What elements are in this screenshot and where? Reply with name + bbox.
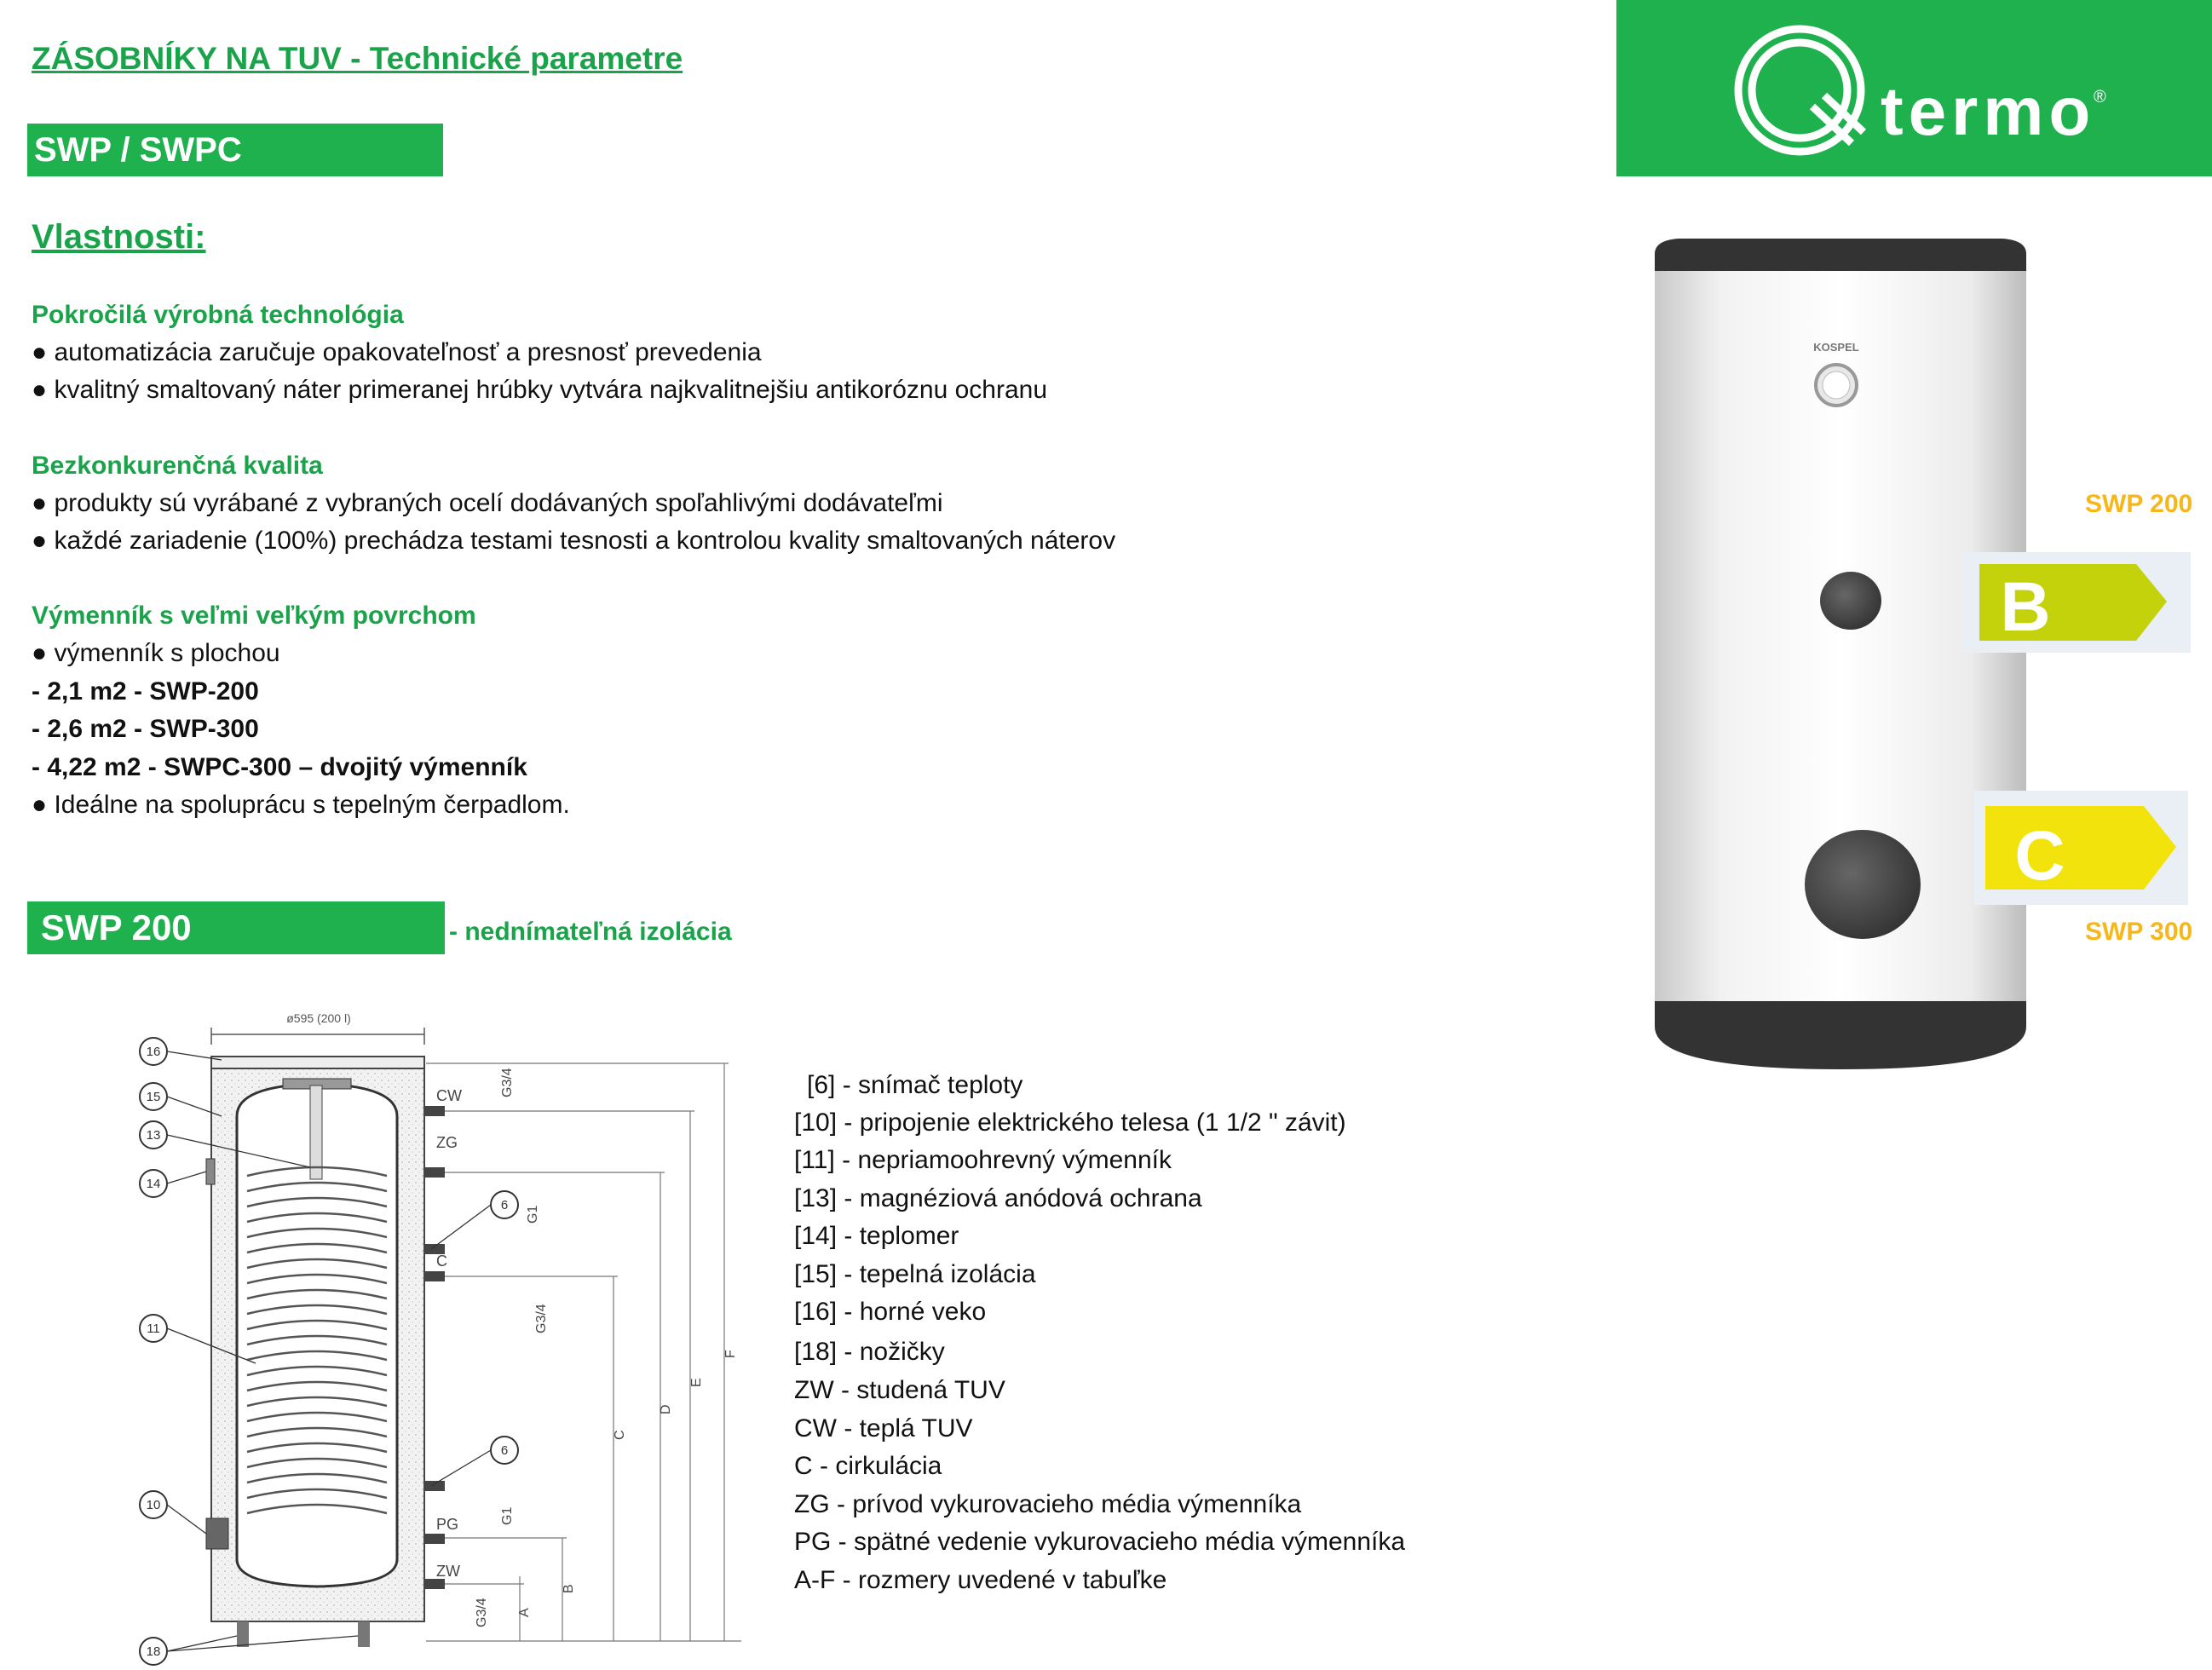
legend-item: [6] - snímač teploty [807,1071,1023,1099]
exchanger-spec: - 4,22 m2 - SWPC-300 – dvojitý výmenník [32,753,527,781]
dimension-d: D [659,1404,673,1414]
legend-item: [10] - pripojenie elektrického telesa (1 1/2 " závit) [794,1109,1346,1137]
callout-10: 10 [146,1498,161,1512]
thread-label: G1 [526,1205,540,1224]
callout-11: 11 [147,1322,160,1336]
connection-c: C [436,1252,447,1270]
section-title-technology: Pokročilá výrobná technológia [32,301,404,329]
legend-item: CW - teplá TUV [794,1414,973,1443]
swp200-label: SWP 200 [2085,490,2193,518]
technical-drawing [128,997,758,1670]
energy-class-c: C [2014,817,2065,895]
legend-item: A-F - rozmery uvedené v tabuľke [794,1566,1167,1594]
logo-text: termo [1881,73,2096,149]
feature-line: ● Ideálne na spoluprácu s tepelným čerpadlom. [32,791,570,819]
legend-item: [16] - horné veko [794,1298,987,1326]
legend-item: [11] - nepriamoohrevný výmenník [794,1146,1172,1174]
qtermo-logo [1616,0,2212,176]
legend-item: [14] - teplomer [794,1222,959,1250]
dimension-a: A [517,1608,532,1617]
feature-line: ● kvalitný smaltovaný náter primeranej hrúbky vytvára najkvalitnejšiu antikoróznu ochranu [32,376,1048,404]
dimension-c: C [613,1430,627,1440]
exchanger-spec: - 2,6 m2 - SWP-300 [32,715,259,743]
connection-zw: ZW [436,1563,460,1580]
thread-label: G3/4 [475,1598,489,1627]
feature-line: ● produkty sú vyrábané z vybraných ocelí dodávaných spoľahlivými dodávateľmi [32,489,943,517]
callout-15: 15 [146,1090,161,1104]
legend-item: [15] - tepelná izolácia [794,1260,1036,1288]
callout-13: 13 [146,1128,161,1143]
dimension-e: E [689,1378,704,1387]
legend-item: [18] - nožičky [794,1338,945,1366]
thread-label: G1 [500,1506,515,1525]
thread-label: G3/4 [534,1304,549,1333]
feature-line: ● automatizácia zaručuje opakovateľnosť a presnosť prevedenia [32,338,762,366]
legend-item: [13] - magnéziová anódová ochrana [794,1184,1202,1212]
connection-cw: CW [436,1087,462,1104]
swp200-header: SWP 200 [27,901,445,954]
section-title-exchanger: Výmenník s veľmi veľkým povrchom [32,602,476,630]
legend-item: ZW - studená TUV [794,1376,1005,1404]
legend-item: PG - spätné vedenie vykurovacieho média výmenníka [794,1528,1406,1556]
dimension-f: F [723,1350,738,1358]
q-logo-icon [1616,0,2212,176]
product-brand: KOSPEL [1813,341,1859,354]
callout-6: 6 [500,1198,509,1212]
energy-class-b: B [2000,568,2051,646]
callout-6: 6 [500,1443,509,1458]
legend-item: C - cirkulácia [794,1452,942,1480]
connection-zg: ZG [436,1134,458,1151]
callout-18: 18 [146,1644,161,1659]
swp300-label: SWP 300 [2085,918,2193,946]
diameter-label: ø595 (200 l) [286,1011,351,1025]
thread-label: G3/4 [500,1068,515,1097]
callout-14: 14 [146,1177,161,1191]
energy-class-c-badge [1973,791,2188,905]
exchanger-spec: - 2,1 m2 - SWP-200 [32,677,259,705]
legend-item: ZG - prívod vykurovacieho média výmenníka [794,1490,1302,1518]
feature-line: ● každé zariadenie (100%) prechádza testami tesnosti a kontrolou kvality smaltovaných náterov [32,527,1116,555]
callout-16: 16 [146,1045,161,1059]
section-title-quality: Bezkonkurenčná kvalita [32,452,323,480]
connection-pg: PG [436,1516,459,1533]
swp200-note: - nednímateľná izolácia [449,918,732,946]
model-header: SWP / SWPC [27,124,443,176]
energy-class-b-badge [1962,552,2191,653]
page-title: ZÁSOBNÍKY NA TUV - Technické parametre [32,41,683,76]
dimension-b: B [562,1584,576,1593]
features-heading: Vlastnosti: [32,218,206,256]
registered-mark: ® [2094,88,2106,107]
feature-line: ● výmenník s plochou [32,639,280,667]
